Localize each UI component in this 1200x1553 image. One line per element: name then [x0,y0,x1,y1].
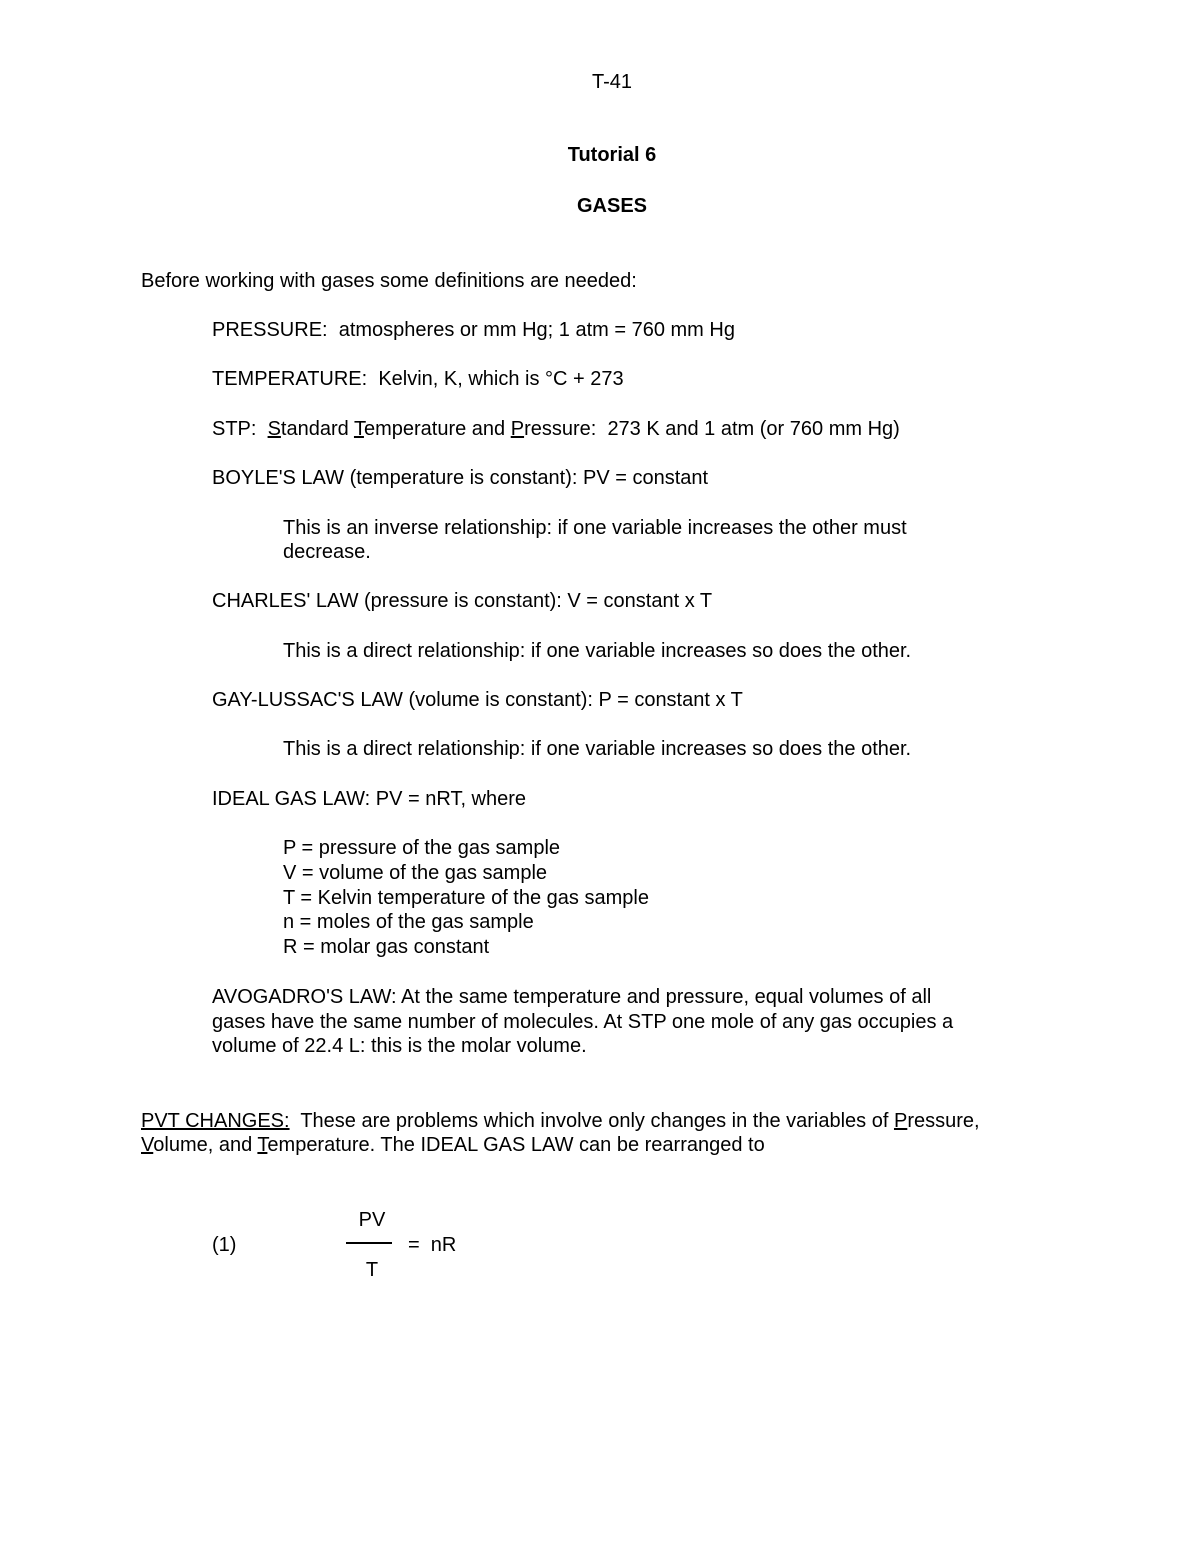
pressure-label: PRESSURE: [212,319,328,341]
charles-note: This is a direct relationship: if one variable increases so does the other. [283,640,912,662]
stp-s-rest: tandard [280,418,354,440]
avogadro-line2: gases have the same number of molecules. At STP one mole of any gas occupies a [212,1011,954,1033]
ideal-gas-variable: n = moles of the gas sample [283,911,534,933]
pvt-v-initial: V [141,1134,154,1156]
avogadro-line1: AVOGADRO'S LAW: At the same temperature and pressure, equal volumes of all [212,986,932,1008]
ideal-gas-variable: T = Kelvin temperature of the gas sample [283,887,649,909]
pvt-colon: : [284,1110,290,1132]
ideal-gas-variable: P = pressure of the gas sample [283,837,561,859]
fraction-bar [346,1242,392,1244]
pvt-line2 [141,1133,765,1157]
page-subtitle: GASES [576,195,648,217]
equation-number: (1) [212,1234,237,1256]
gay-lussac-note: This is a direct relationship: if one variable increases so does the other. [283,738,912,760]
equation-rhs: = nR [408,1234,457,1256]
pressure-text: atmospheres or mm Hg; 1 atm = 760 mm Hg [338,319,735,341]
gay-lussac-heading: GAY-LUSSAC'S LAW (volume is constant): P = constant x T [212,689,743,711]
pvt-text: These are problems which involve only changes in the variables of [289,1110,894,1132]
ideal-gas-variable: R = molar gas constant [283,936,490,958]
pvt-t-rest: emperature. The IDEAL GAS LAW can be rearranged to [267,1134,765,1156]
boyle-note-line2: decrease. [283,541,371,563]
pvt-t-initial: T [257,1134,268,1156]
avogadro-line3: volume of 22.4 L: this is the molar volume. [212,1035,587,1057]
boyle-note-line1: This is an inverse relationship: if one variable increases the other must [283,517,907,539]
stp-value: 273 K and 1 atm (or 760 mm Hg) [607,418,900,440]
pvt-label: PVT CHANGES [141,1110,284,1132]
stp-p-initial: P [510,418,525,440]
page-title: Tutorial 6 [567,144,657,166]
equation-numerator: PV [358,1209,386,1231]
pvt-p-initial: P [893,1110,908,1132]
ideal-gas-variable: V = volume of the gas sample [283,862,548,884]
page-number: T-41 [591,71,633,93]
pressure-definition [212,318,735,342]
stp-t-initial: T [353,418,364,440]
stp-label: STP: [212,418,257,440]
intro-text: Before working with gases some definitions are needed: [141,270,637,292]
temperature-definition [212,367,624,391]
stp-t-rest: emperature and [363,418,511,440]
stp-definition [212,417,900,441]
stp-s-initial: S [267,418,281,440]
ideal-gas-heading: IDEAL GAS LAW: PV = nRT, where [212,788,527,810]
stp-p-rest: ressure: [524,418,597,440]
charles-heading: CHARLES' LAW (pressure is constant): V = constant x T [212,590,713,612]
pvt-line1 [141,1109,980,1133]
temperature-text: Kelvin, K, which is °C + 273 [378,368,624,390]
equation-denominator: T [365,1259,379,1281]
boyle-heading: BOYLE'S LAW (temperature is constant): PV = constant [212,467,709,489]
pvt-p-rest: ressure, [907,1110,980,1132]
temperature-label: TEMPERATURE: [212,368,368,390]
pvt-v-rest: olume, and [153,1134,258,1156]
